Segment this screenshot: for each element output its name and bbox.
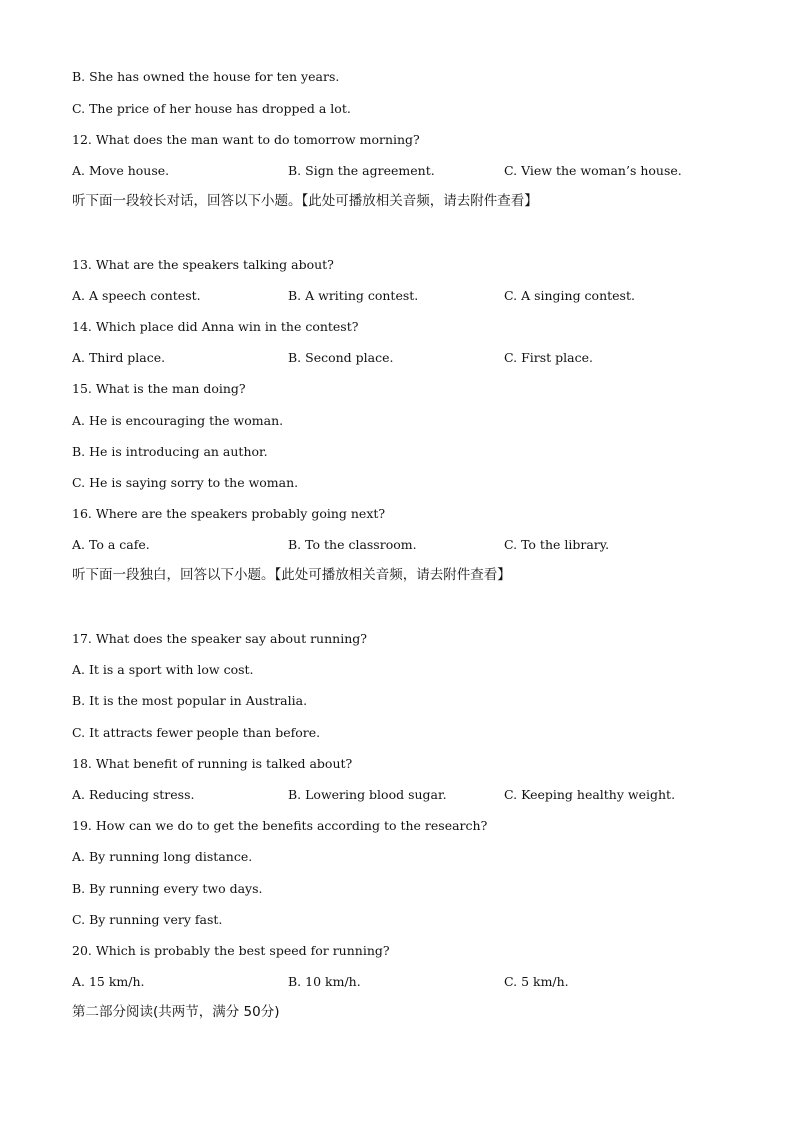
option-19b: B. By running every two days. bbox=[72, 881, 263, 896]
question-14: 14. Which place did Anna win in the contest? bbox=[72, 319, 359, 334]
section-instruction-dialogue: 听下面一段较长对话，回答以下小题。【此处可播放相关音频，请去附件查看】 bbox=[72, 193, 538, 209]
option-20c: C. 5 km/h. bbox=[504, 974, 569, 989]
option-15b: B. He is introducing an author. bbox=[72, 444, 268, 459]
option-20a: A. 15 km/h. bbox=[72, 974, 145, 989]
part-two-heading: 第二部分阅读(共两节，满分 50分) bbox=[72, 1004, 280, 1020]
option-19a: A. By running long distance. bbox=[72, 849, 253, 864]
option-18b: B. Lowering blood sugar. bbox=[288, 787, 447, 802]
option-14c: C. First place. bbox=[504, 350, 593, 365]
option-14a: A. Third place. bbox=[72, 350, 166, 365]
options-row-13 bbox=[72, 288, 722, 304]
option-16c: C. To the library. bbox=[504, 537, 610, 552]
option-16b: B. To the classroom. bbox=[288, 537, 417, 552]
option-13a: A. A speech contest. bbox=[72, 288, 201, 303]
option-15a: A. He is encouraging the woman. bbox=[72, 413, 284, 428]
options-row-12 bbox=[72, 163, 722, 179]
question-16: 16. Where are the speakers probably going next? bbox=[72, 506, 386, 521]
option-11b: B. She has owned the house for ten years. bbox=[72, 69, 340, 84]
question-12: 12. What does the man want to do tomorrow morning? bbox=[72, 132, 420, 147]
option-12c: C. View the woman’s house. bbox=[504, 163, 682, 178]
question-15: 15. What is the man doing? bbox=[72, 381, 246, 396]
option-16a: A. To a cafe. bbox=[72, 537, 150, 552]
option-13b: B. A writing contest. bbox=[288, 288, 419, 303]
options-row-18 bbox=[72, 787, 722, 803]
option-18a: A. Reducing stress. bbox=[72, 787, 195, 802]
question-19: 19. How can we do to get the benefits according to the research? bbox=[72, 818, 488, 833]
option-12b: B. Sign the agreement. bbox=[288, 163, 435, 178]
section-instruction-monologue: 听下面一段独白，回答以下小题。【此处可播放相关音频，请去附件查看】 bbox=[72, 567, 511, 583]
option-14b: B. Second place. bbox=[288, 350, 394, 365]
option-12a: A. Move house. bbox=[72, 163, 170, 178]
option-18c: C. Keeping healthy weight. bbox=[504, 787, 676, 802]
option-17c: C. It attracts fewer people than before. bbox=[72, 725, 321, 740]
question-20: 20. Which is probably the best speed for running? bbox=[72, 943, 390, 958]
option-11c: C. The price of her house has dropped a lot. bbox=[72, 101, 351, 116]
options-row-14 bbox=[72, 350, 722, 366]
option-15c: C. He is saying sorry to the woman. bbox=[72, 475, 299, 490]
question-17: 17. What does the speaker say about running? bbox=[72, 631, 367, 646]
option-19c: C. By running very fast. bbox=[72, 912, 223, 927]
option-13c: C. A singing contest. bbox=[504, 288, 635, 303]
options-row-16 bbox=[72, 537, 722, 553]
options-row-20 bbox=[72, 974, 722, 990]
option-20b: B. 10 km/h. bbox=[288, 974, 361, 989]
option-17a: A. It is a sport with low cost. bbox=[72, 662, 254, 677]
option-17b: B. It is the most popular in Australia. bbox=[72, 693, 308, 708]
question-18: 18. What benefit of running is talked about? bbox=[72, 756, 353, 771]
question-13: 13. What are the speakers talking about? bbox=[72, 257, 334, 272]
